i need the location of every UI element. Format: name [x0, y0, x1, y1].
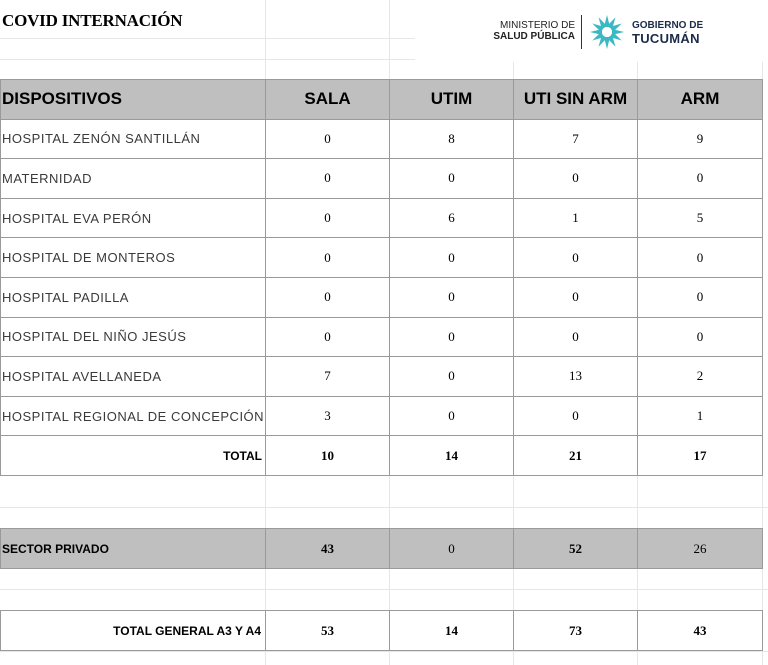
- cell-utim: 0: [390, 277, 514, 317]
- cell-sala: 0: [266, 198, 390, 238]
- grand-sala: 53: [266, 611, 390, 651]
- total-uti-sin-arm: 21: [514, 436, 638, 476]
- cell-uti-sin-arm: 1: [514, 198, 638, 238]
- grand-utim: 14: [390, 611, 514, 651]
- cell-uti-sin-arm: 0: [514, 159, 638, 199]
- grand-uti-sin-arm: 73: [514, 611, 638, 651]
- header-sala: SALA: [266, 80, 390, 120]
- cell-arm: 5: [638, 198, 763, 238]
- cell-arm: 0: [638, 277, 763, 317]
- cell-sala: 0: [266, 119, 390, 159]
- cell-uti-sin-arm: 0: [514, 317, 638, 357]
- total-row: [1, 436, 763, 476]
- total-label: TOTAL: [1, 436, 266, 476]
- table-row: [1, 198, 763, 238]
- ministry-logo-text: [487, 20, 575, 42]
- tucuman-emblem-icon: [588, 13, 626, 56]
- cell-utim: 0: [390, 159, 514, 199]
- header-arm: ARM: [638, 80, 763, 120]
- page-title: COVID INTERNACIÓN: [2, 11, 183, 30]
- cell-uti-sin-arm: 13: [514, 357, 638, 397]
- cell-sala: 0: [266, 317, 390, 357]
- cell-sala: 0: [266, 277, 390, 317]
- gov-line-1: GOBIERNO DE: [632, 20, 704, 31]
- cell-utim: 8: [390, 119, 514, 159]
- sector-sala: 43: [266, 529, 390, 569]
- cell-sala: 7: [266, 357, 390, 397]
- cell-utim: 0: [390, 396, 514, 436]
- cell-uti-sin-arm: 0: [514, 396, 638, 436]
- cell-utim: 0: [390, 238, 514, 278]
- sector-arm: 26: [638, 529, 763, 569]
- gov-line-2: TUCUMÁN: [632, 31, 700, 46]
- table-row: [1, 238, 763, 278]
- cell-sala: 0: [266, 238, 390, 278]
- table-row: [1, 396, 763, 436]
- ministry-line-1: MINISTERIO DE: [499, 20, 575, 31]
- hospital-name: HOSPITAL AVELLANEDA: [1, 357, 266, 397]
- sector-utim: 0: [390, 529, 514, 569]
- header-uti-sin-arm: UTI SIN ARM: [514, 80, 638, 120]
- hospital-name: HOSPITAL REGIONAL DE CONCEPCIÓN: [1, 396, 266, 436]
- header-utim: UTIM: [390, 80, 514, 120]
- government-logo-text: [632, 19, 703, 45]
- table-row: [1, 357, 763, 397]
- sector-privado-row: [1, 529, 763, 569]
- cell-arm: 9: [638, 119, 763, 159]
- total-general-row: [1, 611, 763, 651]
- cell-uti-sin-arm: 7: [514, 119, 638, 159]
- cell-arm: 0: [638, 317, 763, 357]
- table-header-row: [1, 80, 763, 120]
- hospital-name: HOSPITAL DEL NIÑO JESÚS: [1, 317, 266, 357]
- cell-uti-sin-arm: 0: [514, 238, 638, 278]
- cell-utim: 0: [390, 317, 514, 357]
- hospital-name: HOSPITAL PADILLA: [1, 277, 266, 317]
- total-general-table: [0, 610, 763, 651]
- cell-arm: 2: [638, 357, 763, 397]
- logo-separator: [581, 15, 582, 49]
- grand-arm: 43: [638, 611, 763, 651]
- cell-arm: 1: [638, 396, 763, 436]
- cell-sala: 3: [266, 396, 390, 436]
- internacion-table: [0, 79, 763, 476]
- cell-utim: 0: [390, 357, 514, 397]
- cell-arm: 0: [638, 159, 763, 199]
- header-dispositivos: DISPOSITIVOS: [1, 80, 266, 120]
- table-row: [1, 119, 763, 159]
- cell-utim: 6: [390, 198, 514, 238]
- total-arm: 17: [638, 436, 763, 476]
- total-utim: 14: [390, 436, 514, 476]
- cell-sala: 0: [266, 159, 390, 199]
- table-row: [1, 317, 763, 357]
- hospital-name: HOSPITAL DE MONTEROS: [1, 238, 266, 278]
- cell-uti-sin-arm: 0: [514, 277, 638, 317]
- total-sala: 10: [266, 436, 390, 476]
- sector-privado-label: SECTOR PRIVADO: [1, 529, 266, 569]
- hospital-name: HOSPITAL EVA PERÓN: [1, 198, 266, 238]
- sector-privado-table: [0, 528, 763, 569]
- table-row: [1, 277, 763, 317]
- hospital-name: MATERNIDAD: [1, 159, 266, 199]
- hospital-name: HOSPITAL ZENÓN SANTILLÁN: [1, 119, 266, 159]
- cell-arm: 0: [638, 238, 763, 278]
- table-row: [1, 159, 763, 199]
- ministry-line-2: SALUD PÚBLICA: [493, 31, 575, 42]
- total-general-label: TOTAL GENERAL A3 Y A4: [1, 611, 266, 651]
- sector-uti-sin-arm: 52: [514, 529, 638, 569]
